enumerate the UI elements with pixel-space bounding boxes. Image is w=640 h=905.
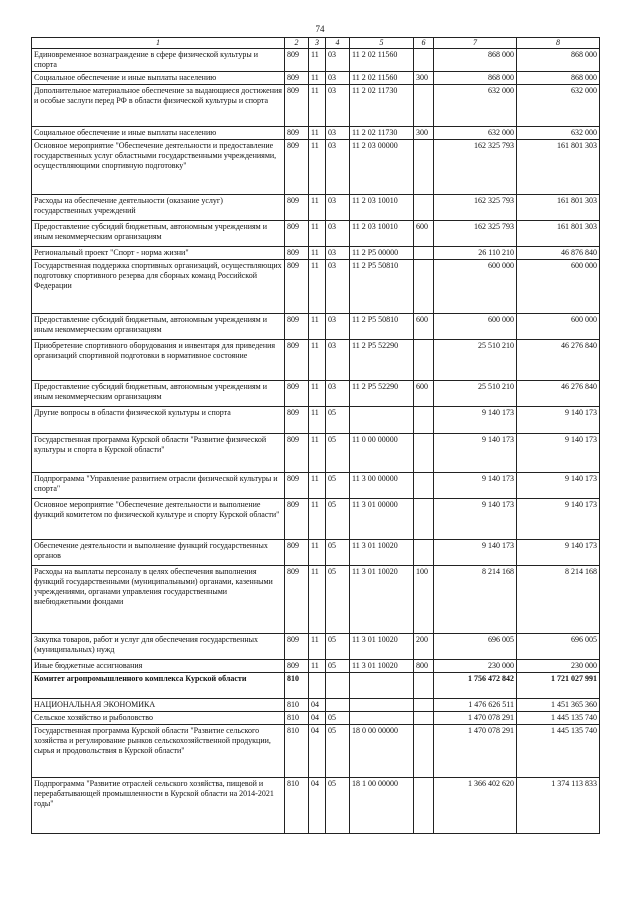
- row-expense-type: [414, 712, 434, 725]
- row-amount-year1: 632 000: [434, 85, 517, 127]
- row-expense-type: 800: [414, 660, 434, 673]
- row-name: Иные бюджетные ассигнования: [32, 660, 285, 673]
- table-row: [32, 381, 600, 407]
- row-target-code: 11 3 01 10020: [350, 660, 414, 673]
- row-amount-year2: 9 140 173: [517, 407, 600, 434]
- row-expense-type: 300: [414, 127, 434, 140]
- row-gr: 809: [285, 434, 309, 473]
- row-section: 11: [309, 381, 326, 407]
- row-expense-type: 300: [414, 72, 434, 85]
- row-amount-year2: 46 276 840: [517, 381, 600, 407]
- row-subsection: 05: [326, 778, 350, 834]
- row-subsection: [326, 699, 350, 712]
- row-expense-type: 600: [414, 381, 434, 407]
- row-expense-type: 600: [414, 314, 434, 340]
- row-section: 11: [309, 247, 326, 260]
- row-amount-year1: 1 756 472 842: [434, 673, 517, 699]
- row-gr: 809: [285, 221, 309, 247]
- row-amount-year1: 9 140 173: [434, 473, 517, 499]
- row-amount-year1: 9 140 173: [434, 407, 517, 434]
- row-amount-year1: 8 214 168: [434, 566, 517, 634]
- row-amount-year2: 632 000: [517, 127, 600, 140]
- row-amount-year1: 1 470 078 291: [434, 712, 517, 725]
- row-subsection: 03: [326, 260, 350, 314]
- row-name: НАЦИОНАЛЬНАЯ ЭКОНОМИКА: [32, 699, 285, 712]
- table-row: [32, 434, 600, 473]
- row-expense-type: [414, 247, 434, 260]
- row-section: 11: [309, 473, 326, 499]
- row-target-code: 11 2 02 11560: [350, 72, 414, 85]
- row-target-code: 11 2 03 10010: [350, 195, 414, 221]
- row-amount-year1: 1 476 626 511: [434, 699, 517, 712]
- row-target-code: 11 2 02 11730: [350, 127, 414, 140]
- row-section: 04: [309, 712, 326, 725]
- table-row: [32, 566, 600, 634]
- row-section: 04: [309, 699, 326, 712]
- row-target-code: 11 3 01 10020: [350, 566, 414, 634]
- row-gr: 809: [285, 49, 309, 72]
- table-row: [32, 247, 600, 260]
- table-row: [32, 49, 600, 72]
- row-subsection: 03: [326, 72, 350, 85]
- row-name: Другие вопросы в области физической культуры и спорта: [32, 407, 285, 434]
- row-section: 11: [309, 49, 326, 72]
- row-gr: 810: [285, 778, 309, 834]
- header-col-3: 3: [309, 38, 326, 49]
- row-name: Обеспечение деятельности и выполнение функций государственных органов: [32, 540, 285, 566]
- row-expense-type: [414, 725, 434, 778]
- row-subsection: 03: [326, 195, 350, 221]
- table-row: [32, 140, 600, 195]
- table-header: [32, 38, 600, 49]
- row-gr: 809: [285, 85, 309, 127]
- row-subsection: 03: [326, 221, 350, 247]
- row-target-code: 11 3 01 10020: [350, 634, 414, 660]
- row-expense-type: [414, 778, 434, 834]
- row-section: 11: [309, 140, 326, 195]
- row-name: Предоставление субсидий бюджетным, автономным учреждениям и иным некоммерческим организациям: [32, 221, 285, 247]
- table-row: [32, 407, 600, 434]
- row-name: Социальное обеспечение и иные выплаты населению: [32, 127, 285, 140]
- row-section: [309, 673, 326, 699]
- row-section: 11: [309, 407, 326, 434]
- row-name: Основное мероприятие "Обеспечение деятельности и выполнение функций комитетом по физической культуре и спорту Курской области": [32, 499, 285, 540]
- row-subsection: 03: [326, 381, 350, 407]
- row-section: 11: [309, 314, 326, 340]
- row-name: Расходы на выплаты персоналу в целях обеспечения выполнения функций государственными (муниципальными) органами, казенными учреждениями, органами управления государственными внебюджетными фондами: [32, 566, 285, 634]
- row-subsection: 03: [326, 140, 350, 195]
- row-gr: 809: [285, 540, 309, 566]
- table-row: [32, 340, 600, 381]
- row-target-code: 11 2 02 11560: [350, 49, 414, 72]
- table-row: [32, 314, 600, 340]
- row-amount-year2: 1 445 135 740: [517, 712, 600, 725]
- row-amount-year2: 868 000: [517, 49, 600, 72]
- row-name: Сельское хозяйство и рыболовство: [32, 712, 285, 725]
- row-section: 11: [309, 540, 326, 566]
- row-section: 11: [309, 72, 326, 85]
- row-amount-year2: 9 140 173: [517, 540, 600, 566]
- table-row: [32, 499, 600, 540]
- row-subsection: 03: [326, 340, 350, 381]
- row-subsection: 05: [326, 434, 350, 473]
- row-name: Подпрограмма "Развитие отраслей сельского хозяйства, пищевой и перерабатывающей промышленности в Курской области на 2014-2021 годы": [32, 778, 285, 834]
- row-gr: 809: [285, 381, 309, 407]
- row-target-code: 18 1 00 00000: [350, 778, 414, 834]
- table-row: [32, 72, 600, 85]
- row-section: 11: [309, 127, 326, 140]
- row-section: 11: [309, 634, 326, 660]
- row-subsection: 05: [326, 473, 350, 499]
- row-amount-year1: 9 140 173: [434, 540, 517, 566]
- row-target-code: 11 2 03 10010: [350, 221, 414, 247]
- table-row: [32, 673, 600, 699]
- row-amount-year1: 162 325 793: [434, 195, 517, 221]
- row-name: Государственная поддержка спортивных организаций, осуществляющих подготовку спортивного резерва для сборных команд Российской Федерации: [32, 260, 285, 314]
- row-gr: 810: [285, 673, 309, 699]
- row-amount-year1: 162 325 793: [434, 140, 517, 195]
- row-subsection: 05: [326, 540, 350, 566]
- row-name: Комитет агропромышленного комплекса Курской области: [32, 673, 285, 699]
- row-amount-year1: 696 005: [434, 634, 517, 660]
- row-amount-year2: 9 140 173: [517, 499, 600, 540]
- row-name: Закупка товаров, работ и услуг для обеспечения государственных (муниципальных) нужд: [32, 634, 285, 660]
- table-row: [32, 260, 600, 314]
- header-col-1: 1: [32, 38, 285, 49]
- row-amount-year1: 162 325 793: [434, 221, 517, 247]
- row-name: Дополнительное материальное обеспечение за выдающиеся достижения и особые заслуги перед РФ в области физической культуры и спорта: [32, 85, 285, 127]
- row-subsection: 05: [326, 725, 350, 778]
- row-subsection: 05: [326, 407, 350, 434]
- row-amount-year1: 9 140 173: [434, 434, 517, 473]
- row-subsection: 03: [326, 85, 350, 127]
- row-name: Государственная программа Курской области "Развитие физической культуры и спорта в Курской области": [32, 434, 285, 473]
- table-row: [32, 725, 600, 778]
- table-row: [32, 540, 600, 566]
- row-gr: 809: [285, 499, 309, 540]
- row-name: Предоставление субсидий бюджетным, автономным учреждениям и иным некоммерческим организациям: [32, 381, 285, 407]
- row-expense-type: [414, 340, 434, 381]
- row-amount-year1: 632 000: [434, 127, 517, 140]
- row-expense-type: [414, 473, 434, 499]
- table-row: [32, 778, 600, 834]
- row-amount-year2: 1 721 027 991: [517, 673, 600, 699]
- table-row: [32, 127, 600, 140]
- row-expense-type: [414, 195, 434, 221]
- row-subsection: 05: [326, 660, 350, 673]
- row-amount-year1: 1 470 078 291: [434, 725, 517, 778]
- row-subsection: 03: [326, 49, 350, 72]
- row-amount-year1: 868 000: [434, 49, 517, 72]
- table-row: [32, 699, 600, 712]
- header-col-6: 6: [414, 38, 434, 49]
- row-amount-year1: 26 110 210: [434, 247, 517, 260]
- row-expense-type: [414, 699, 434, 712]
- row-amount-year2: 46 876 840: [517, 247, 600, 260]
- row-subsection: 03: [326, 314, 350, 340]
- row-target-code: 18 0 00 00000: [350, 725, 414, 778]
- row-expense-type: 600: [414, 221, 434, 247]
- row-subsection: 03: [326, 127, 350, 140]
- header-col-4: 4: [326, 38, 350, 49]
- row-target-code: 11 2 P5 50810: [350, 314, 414, 340]
- table-body: [32, 49, 600, 834]
- row-name: Предоставление субсидий бюджетным, автономным учреждениям и иным некоммерческим организациям: [32, 314, 285, 340]
- row-section: 04: [309, 778, 326, 834]
- row-expense-type: [414, 85, 434, 127]
- row-expense-type: [414, 434, 434, 473]
- row-section: 11: [309, 195, 326, 221]
- header-row: [32, 38, 600, 49]
- row-section: 11: [309, 434, 326, 473]
- row-gr: 809: [285, 127, 309, 140]
- row-section: 11: [309, 260, 326, 314]
- row-amount-year2: 46 276 840: [517, 340, 600, 381]
- row-gr: 809: [285, 260, 309, 314]
- row-gr: 809: [285, 660, 309, 673]
- row-target-code: 11 3 00 00000: [350, 473, 414, 499]
- row-section: 11: [309, 660, 326, 673]
- row-expense-type: [414, 407, 434, 434]
- row-amount-year2: 9 140 173: [517, 434, 600, 473]
- row-amount-year1: 600 000: [434, 314, 517, 340]
- row-target-code: 11 3 01 10020: [350, 540, 414, 566]
- row-amount-year2: 868 000: [517, 72, 600, 85]
- table-row: [32, 660, 600, 673]
- row-target-code: 11 3 01 00000: [350, 499, 414, 540]
- row-subsection: [326, 673, 350, 699]
- row-target-code: [350, 673, 414, 699]
- row-gr: 809: [285, 140, 309, 195]
- table-row: [32, 712, 600, 725]
- row-target-code: [350, 712, 414, 725]
- row-amount-year2: 1 374 113 833: [517, 778, 600, 834]
- table-row: [32, 634, 600, 660]
- row-name: Единовременное вознаграждение в сфере физической культуры и спорта: [32, 49, 285, 72]
- row-target-code: 11 0 00 00000: [350, 434, 414, 473]
- table-row: [32, 221, 600, 247]
- row-gr: 810: [285, 712, 309, 725]
- row-amount-year2: 161 801 303: [517, 221, 600, 247]
- row-gr: 809: [285, 72, 309, 85]
- row-gr: 810: [285, 725, 309, 778]
- row-section: 11: [309, 85, 326, 127]
- row-amount-year1: 25 510 210: [434, 340, 517, 381]
- row-amount-year2: 1 451 365 360: [517, 699, 600, 712]
- row-target-code: 11 2 03 00000: [350, 140, 414, 195]
- row-amount-year2: 696 005: [517, 634, 600, 660]
- table-row: [32, 85, 600, 127]
- row-amount-year1: 9 140 173: [434, 499, 517, 540]
- row-expense-type: [414, 260, 434, 314]
- row-target-code: [350, 699, 414, 712]
- row-amount-year2: 600 000: [517, 314, 600, 340]
- row-expense-type: [414, 49, 434, 72]
- row-amount-year1: 1 366 402 620: [434, 778, 517, 834]
- row-name: Приобретение спортивного оборудования и инвентаря для приведения организаций спортивной подготовки в нормативное состояние: [32, 340, 285, 381]
- row-subsection: 05: [326, 566, 350, 634]
- row-target-code: 11 2 P5 50810: [350, 260, 414, 314]
- row-amount-year1: 868 000: [434, 72, 517, 85]
- row-gr: 809: [285, 340, 309, 381]
- row-section: 11: [309, 499, 326, 540]
- row-target-code: 11 2 P5 52290: [350, 340, 414, 381]
- row-target-code: [350, 407, 414, 434]
- header-col-2: 2: [285, 38, 309, 49]
- row-amount-year2: 161 801 303: [517, 195, 600, 221]
- row-section: 04: [309, 725, 326, 778]
- row-expense-type: 100: [414, 566, 434, 634]
- header-col-8: 8: [517, 38, 600, 49]
- row-amount-year2: 600 000: [517, 260, 600, 314]
- row-subsection: 05: [326, 712, 350, 725]
- row-name: Подпрограмма "Управление развитием отрасли физической культуры и спорта": [32, 473, 285, 499]
- row-expense-type: 200: [414, 634, 434, 660]
- header-col-5: 5: [350, 38, 414, 49]
- budget-table: [31, 37, 600, 834]
- row-name: Основное мероприятие "Обеспечение деятельности и предоставление государственных услуг областными государственными учреждениями, осуществляющими спортивную подготовку": [32, 140, 285, 195]
- row-expense-type: [414, 499, 434, 540]
- row-name: Социальное обеспечение и иные выплаты населению: [32, 72, 285, 85]
- row-amount-year2: 1 445 135 740: [517, 725, 600, 778]
- row-name: Региональный проект "Спорт - норма жизни": [32, 247, 285, 260]
- row-gr: 809: [285, 407, 309, 434]
- header-col-7: 7: [434, 38, 517, 49]
- row-expense-type: [414, 140, 434, 195]
- row-gr: 809: [285, 314, 309, 340]
- table-row: [32, 473, 600, 499]
- row-subsection: 05: [326, 634, 350, 660]
- row-gr: 809: [285, 195, 309, 221]
- row-amount-year2: 8 214 168: [517, 566, 600, 634]
- row-subsection: 03: [326, 247, 350, 260]
- row-amount-year1: 230 000: [434, 660, 517, 673]
- row-amount-year2: 230 000: [517, 660, 600, 673]
- row-target-code: 11 2 02 11730: [350, 85, 414, 127]
- row-section: 11: [309, 221, 326, 247]
- row-amount-year2: 161 801 303: [517, 140, 600, 195]
- row-expense-type: [414, 673, 434, 699]
- row-subsection: 05: [326, 499, 350, 540]
- row-amount-year1: 600 000: [434, 260, 517, 314]
- row-target-code: 11 2 P5 52290: [350, 381, 414, 407]
- row-section: 11: [309, 566, 326, 634]
- row-amount-year2: 9 140 173: [517, 473, 600, 499]
- row-gr: 809: [285, 247, 309, 260]
- row-name: Государственная программа Курской области "Развитие сельского хозяйства и регулирование рынков сельскохозяйственной продукции, сырья и продовольствия в Курской области": [32, 725, 285, 778]
- row-expense-type: [414, 540, 434, 566]
- row-gr: 809: [285, 634, 309, 660]
- row-target-code: 11 2 P5 00000: [350, 247, 414, 260]
- page-number: 74: [315, 24, 325, 34]
- row-name: Расходы на обеспечение деятельности (оказание услуг) государственных учреждений: [32, 195, 285, 221]
- table-row: [32, 195, 600, 221]
- row-gr: 809: [285, 566, 309, 634]
- row-gr: 810: [285, 699, 309, 712]
- row-section: 11: [309, 340, 326, 381]
- row-amount-year2: 632 000: [517, 85, 600, 127]
- row-amount-year1: 25 510 210: [434, 381, 517, 407]
- row-gr: 809: [285, 473, 309, 499]
